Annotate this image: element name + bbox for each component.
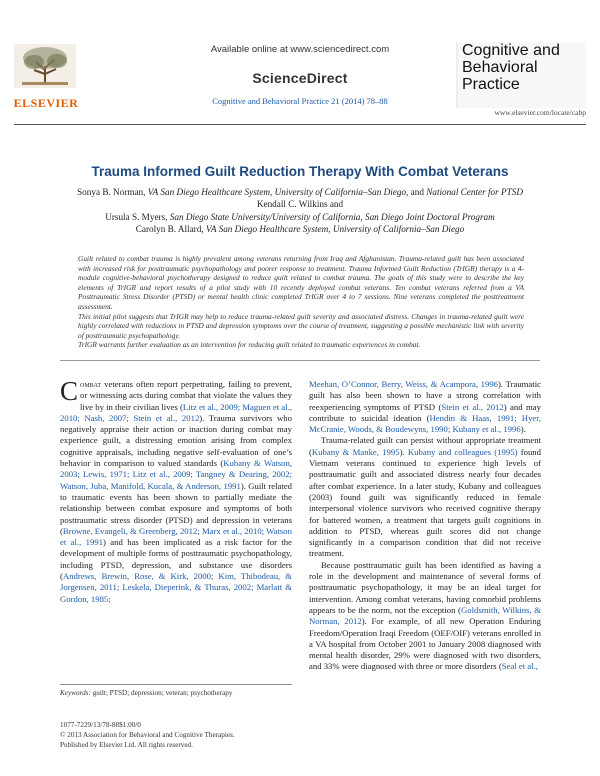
citation-link[interactable]: Kubany & Manke, 1995: [311, 446, 400, 457]
body-column-right: [309, 379, 541, 673]
author-affiliation: National Center for PTSD: [426, 187, 523, 197]
citation-link[interactable]: Seal et al.,: [501, 661, 538, 672]
body-text: ) and has been implicated as a risk factor for the development of multiple forms of posttraumatic psychopathology, including PTSD, depression, and substance use disorders (: [60, 537, 292, 582]
author-affiliation: VA San Diego Healthcare System, University of California–San Diego,: [147, 187, 409, 197]
abstract-divider: [60, 360, 540, 361]
keywords-divider: [60, 684, 292, 685]
keywords-list: guilt; PTSD; depression; veteran; psychotherapy: [92, 689, 233, 697]
abstract-paragraph: TrIGR warrants further evaluation as an intervention for reducing guilt related to traumatic experiences in combat.: [78, 340, 421, 350]
author-name: Carolyn B. Allard,: [135, 224, 204, 234]
author-line: [20, 187, 580, 197]
author-name: Kendall C. Wilkins and: [256, 199, 344, 209]
journal-cover-line: Practice: [462, 76, 520, 93]
body-text: ). For example, of all new Operation Enduring Freedom/Operation Iraqi Freedom (OEF/OIF) veterans enrolled in a VA hospital from October 2001 to January 2008 diagnosed with mental health disorder, 29% were diagnosed with two disorders, and 33% were diagnosed with three or more disorders (: [309, 616, 542, 672]
body-text: veterans often report perpetrating, failing to prevent, or witnessing acts during combat that violate the values they live by in their civilian lives (: [80, 379, 292, 412]
copyright-block: [60, 720, 292, 750]
body-text: ) and may contribute to suicidal ideation (: [309, 401, 541, 423]
copyright-line: 1077-7229/13/78-88$1.00/0: [60, 721, 141, 729]
copyright-line: Published by Elsevier Ltd. All rights reserved.: [60, 741, 193, 749]
citation-link[interactable]: Goldsmith, Wilkins, & Norman, 2012: [309, 604, 541, 627]
drop-cap: C: [60, 376, 79, 406]
header-divider: [14, 124, 586, 125]
copyright-line: © 2013 Association for Behavioral and Cognitive Therapies.: [60, 731, 235, 739]
author-name: Sonya B. Norman,: [77, 187, 146, 197]
journal-cover: [456, 42, 586, 108]
lead-word: ombat: [80, 379, 102, 389]
citation-link[interactable]: Kubany & Watson, 2003; Lewis, 1971; Litz et al., 2009; Tangney & Dearing, 2002; Watson, Juba, Manifold, Kucala, & Anderson, 1991: [60, 458, 292, 491]
body-text: found Vietnam veterans continued to experience high levels of posttraumatic guilt and associated distress nearly four decades after combat experience. In a later study, Kubany and colleagues (2003) found guilt was significantly reduced in female interpersonal violence survivors who received cognitive therapy for battered women, a treatment that targets guilt cognitions in addition to PTSD, whereas guilt scores did not change significantly in a comparison condition that did not receive treatment.: [309, 446, 541, 559]
citation-link[interactable]: Browne, Evangeli, & Greenberg, 2012; Marx et al., 2010; Watson et al., 1991: [60, 525, 292, 548]
body-paragraph: [309, 435, 541, 559]
body-text: Trauma-related guilt can persist without appropriate treatment (: [309, 435, 541, 457]
author-affiliation: San Diego State University/University of California, San Diego Joint Doctoral Program: [169, 212, 495, 222]
author-line: [20, 199, 580, 209]
abstract: [78, 254, 524, 350]
author-line: [20, 224, 580, 234]
abstract-paragraph: Guilt related to combat trauma is highly prevalent among veterans returning from Iraq and Afghanistan. Trauma-related guilt has been associated with increased risk for posttraumatic psychopathology and poorer response to treatment. Trauma Informed Guilt Reduction (TrIGR) therapy is a 4-module cognitive-behavioral psychotherapy designed to reduce guilt related to combat trauma. The goals of this study were to describe the key elements of TrIGR and report results of a pilot study with 10 recently deployed combat veterans. Ten combat veterans referred from a VA Posttraumatic Stress Disorder (PTSD) or mental health clinic completed TrIGR over 4 to 7 sessions. Nine veterans completed the posttreatment assessment.: [78, 254, 524, 311]
body-paragraph: [309, 560, 541, 673]
body-column-left: [60, 376, 292, 605]
body-paragraph: [60, 376, 292, 605]
author-conjunction: and: [410, 187, 424, 197]
journal-cover-line: Cognitive and: [462, 42, 560, 59]
journal-url-link[interactable]: www.elsevier.com/locate/cabp: [494, 108, 586, 117]
author-affiliation: VA San Diego Healthcare System, University of California–San Diego: [205, 224, 465, 234]
publisher-name[interactable]: ELSEVIER: [13, 96, 79, 110]
body-text: ).: [520, 424, 526, 435]
citation-link[interactable]: Meehan, O’Connor, Berry, Weiss, & Acampora, 1996: [309, 379, 499, 389]
paragraph-segments: [60, 376, 292, 604]
body-text: ). Guilt related to traumatic events has been shown to partially mediate the relationship between combat exposure and symptoms of both posttraumatic stress disorder (PTSD) and depression in veterans (: [60, 480, 292, 536]
body-text: ). Trauma survivors who negatively appraise their action or inaction during combat may experience guilt, a distressing emotion arising from complex cognitive appraisals, including negative self-evaluation of one’s behavior in comparison to valued standards (: [60, 412, 292, 469]
citation-link[interactable]: Andrews, Brewin, Rose, & Kirk, 2000; Kim, Thibodeau, & Jorgensen, 2011; Leskela, Dieperink, & Thuras, 2002; Marlatt & Gordon, 1985;: [60, 571, 292, 604]
body-paragraph: [309, 379, 541, 435]
available-online-text: Available online at www.sciencedirect.com: [210, 44, 390, 55]
keywords-label: Keywords:: [60, 689, 91, 697]
sciencedirect-logo[interactable]: ScienceDirect: [252, 70, 348, 86]
author-name: Ursula S. Myers,: [105, 212, 168, 222]
keywords: [60, 689, 292, 697]
author-line: [20, 212, 580, 222]
tree-icon: [14, 44, 76, 88]
citation-link[interactable]: Kubany and colleagues (1995): [407, 446, 518, 457]
journal-citation-link[interactable]: Cognitive and Behavioral Practice 21 (2014) 78–88: [212, 96, 388, 106]
body-text: Because posttraumatic guilt has been identified as having a role in the development and maintenance of several forms of posttraumatic psychopathology, it may be an ideal target for intervention. Among combat veterans, having comorbid problems appears to be the norm, not the exception (: [309, 559, 541, 615]
body-text: ).: [399, 446, 408, 457]
citation-link[interactable]: Hendin & Haas, 1991; Hyer, McCranie, Woods, & Boudewyns, 1990; Kubany et al., 1996: [309, 412, 541, 435]
citation-link[interactable]: Stein et al., 2012: [441, 401, 504, 412]
citation-link[interactable]: Litz et al., 2009; Maguen et al., 2010; Nash, 2007; Stein et al., 2012: [60, 401, 292, 423]
abstract-paragraph: This initial pilot suggests that TrIGR may help to reduce trauma-related guilt severity and associated distress. Changes in trauma-related guilt were highly correlated with reductions in PTSD and depression symptoms over the course of treatment, suggesting a possible mechanistic link with severity of posttraumatic psychopathology.: [78, 311, 524, 340]
journal-cover-line: Behavioral: [462, 59, 538, 76]
body-text: ). Traumatic guilt has also been shown to have a strong correlation with reexperiencing symptoms of PTSD (: [309, 379, 541, 412]
article-title: Trauma Informed Guilt Reduction Therapy With Combat Veterans: [91, 164, 509, 179]
